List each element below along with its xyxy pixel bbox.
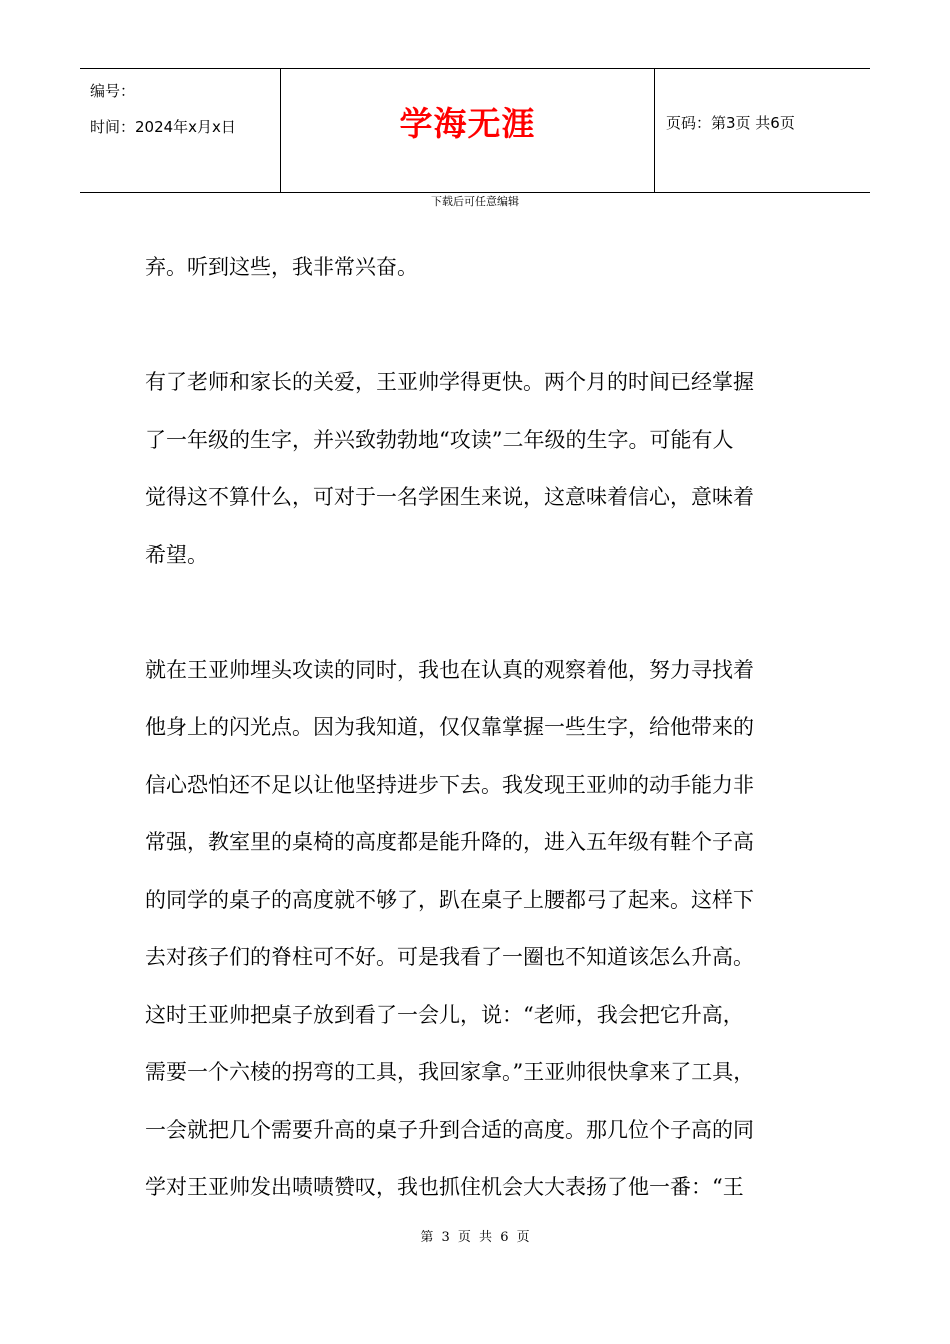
document-number-label: 编号： <box>90 82 136 100</box>
header-meta-left <box>90 73 236 145</box>
text-line: 信心恐怕还不足以让他坚持进步下去。我发现王亚帅的动手能力非 <box>145 772 754 797</box>
text-line: 他身上的闪光点。因为我知道，仅仅靠掌握一些生字，给他带来的 <box>145 715 754 739</box>
document-header <box>80 68 870 193</box>
paragraph-2 <box>145 354 845 584</box>
header-page-label: 页码：第3页 共6页 <box>666 114 795 132</box>
page-footer: 第 3 页 共 6 页 <box>420 1230 530 1245</box>
header-title: 学海无涯 <box>399 104 536 143</box>
text-line: 就在王亚帅埋头攻读的同时，我也在认真的观察着他，努力寻找着 <box>145 657 754 682</box>
text-line: 去对孩子们的脊柱可不好。可是我看了一圈也不知道该怎么升高。 <box>145 945 754 969</box>
text-line: 学对王亚帅发出啧啧赞叹，我也抓住机会大大表扬了他一番：“王 <box>145 1175 744 1199</box>
header-divider-right <box>654 69 655 192</box>
document-body <box>145 239 845 1217</box>
paragraph-1 <box>145 239 845 297</box>
text-line: 觉得这不算什么，可对于一名学困生来说，这意味着信心，意味着 <box>145 485 754 509</box>
download-note: 下载后可任意编辑 <box>431 195 519 208</box>
text-line: 一会就把几个需要升高的桌子升到合适的高度。那几位个子高的同 <box>145 1117 754 1142</box>
text-line: 的同学的桌子的高度就不够了，趴在桌子上腰都弓了起来。这样下 <box>145 887 754 912</box>
text-line: 了一年级的生字，并兴致勃勃地“攻读”二年级的生字。可能有人 <box>145 427 734 452</box>
text-line: 常强，教室里的桌椅的高度都是能升降的，进入五年级有鞋个子高 <box>145 830 754 854</box>
text-line: 这时王亚帅把桌子放到看了一会儿，说：“老师，我会把它升高， <box>145 1002 744 1027</box>
text-line: 希望。 <box>145 542 208 567</box>
paragraph-spacer <box>145 584 845 642</box>
document-time-label: 时间：2024年x月x日 <box>90 118 236 136</box>
text-line: 弃。听到这些，我非常兴奋。 <box>145 255 418 279</box>
paragraph-spacer <box>145 297 845 355</box>
text-line: 需要一个六棱的拐弯的工具，我回家拿。”王亚帅很快拿来了工具， <box>145 1060 755 1084</box>
paragraph-3 <box>145 642 845 1217</box>
text-line: 有了老师和家长的关爱，王亚帅学得更快。两个月的时间已经掌握 <box>145 370 754 394</box>
